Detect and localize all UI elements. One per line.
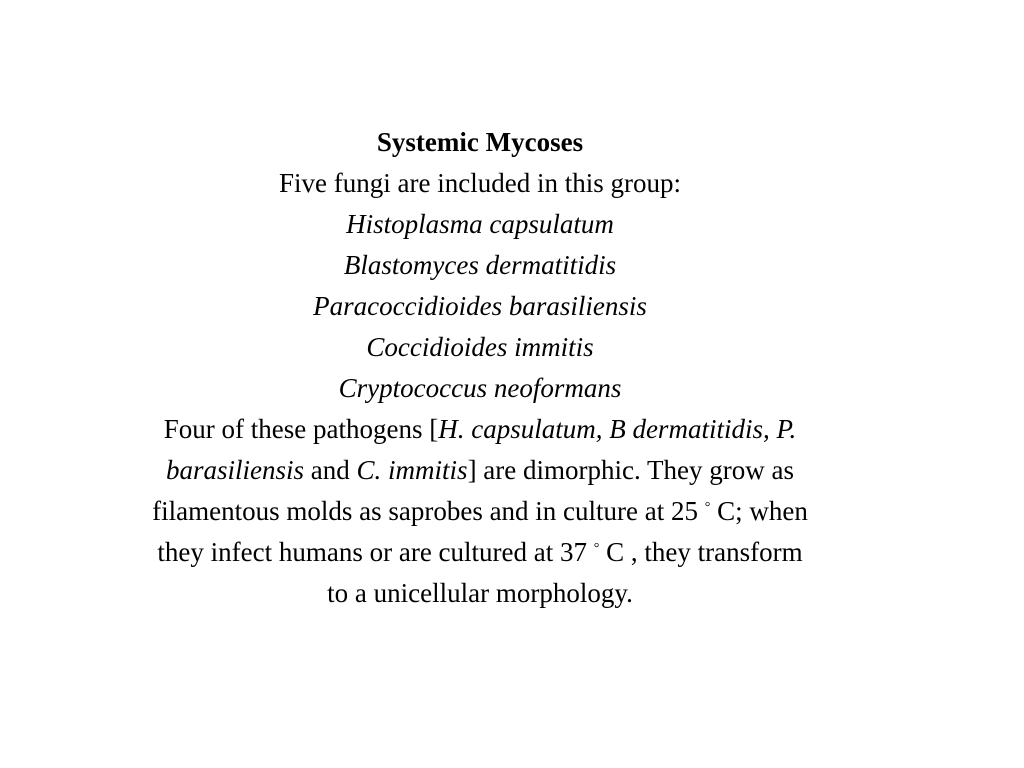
fungus-item: Blastomyces dermatitidis xyxy=(343,250,617,280)
paragraph-line-1 xyxy=(40,409,920,450)
paragraph-text: Four of these pathogens [ xyxy=(163,414,439,444)
paragraph-species: H. capsulatum, B dermatitidis, P. xyxy=(438,414,797,444)
fungus-item: Histoplasma capsulatum xyxy=(346,209,614,239)
paragraph-text: they infect humans or are cultured at 37 xyxy=(157,537,594,567)
paragraph-line-3 xyxy=(40,491,920,532)
paragraph-text: C; when xyxy=(710,496,808,526)
paragraph-species: barasiliensis xyxy=(166,455,305,485)
paragraph-text: filamentous molds as saprobes and in culture at 25 xyxy=(152,496,705,526)
degree-symbol: ° xyxy=(704,500,711,515)
paragraph-line-4 xyxy=(40,532,920,573)
slide-content xyxy=(40,122,920,614)
paragraph-species: C. immitis xyxy=(356,455,468,485)
slide-title: Systemic Mycoses xyxy=(376,127,584,157)
paragraph-text: and xyxy=(304,455,357,485)
fungus-item: Cryptococcus neoformans xyxy=(338,373,622,403)
paragraph-line-5: to a unicellular morphology. xyxy=(327,578,633,608)
paragraph-text: C , they transform xyxy=(599,537,803,567)
fungus-item: Coccidioides immitis xyxy=(366,332,594,362)
paragraph-text: ] are dimorphic. They grow as xyxy=(467,455,794,485)
intro-text: Five fungi are included in this group: xyxy=(279,168,681,198)
fungus-item: Paracoccidioides barasiliensis xyxy=(313,291,647,321)
degree-symbol: ° xyxy=(593,541,600,556)
paragraph-line-2 xyxy=(40,450,920,491)
